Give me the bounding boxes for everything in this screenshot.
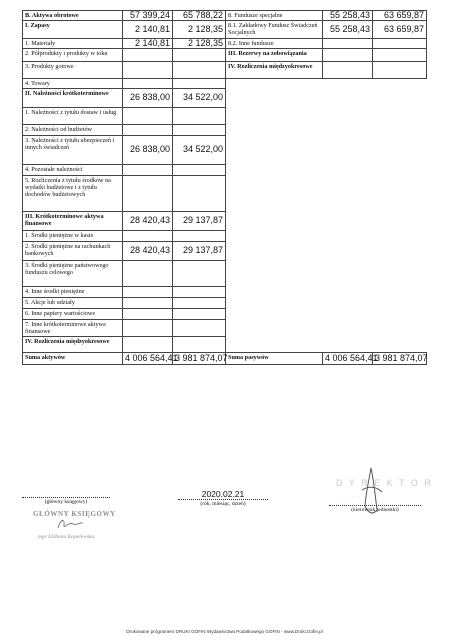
asset-value-start: 28 420,43 — [123, 242, 173, 261]
accountant-role: (główny księgowy) — [44, 499, 88, 505]
balance-row — [23, 61, 427, 78]
asset-label: 6. Inne papiery wartościowe — [23, 309, 123, 320]
liability-value-start — [323, 61, 373, 78]
asset-value-end: 29 137,87 — [173, 242, 226, 261]
asset-label: IV. Rozliczenia międzyokresowe — [23, 337, 123, 353]
liability-value-start: 55 258,43 — [323, 21, 373, 38]
liability-label: 8. Fundusze specjalne — [226, 11, 323, 21]
svg-text:. . . . . . . . .: . . . . . . . . . — [342, 493, 371, 499]
asset-label: III. Krótkoterminowe aktywa finansowe — [23, 212, 123, 231]
liability-value-start — [323, 48, 373, 61]
asset-label: 2. Należności od budżetów — [23, 125, 123, 136]
asset-label: 3. Należności z tytułu ubezpieczeń i innych świadczeń — [23, 136, 123, 165]
asset-value-start — [123, 309, 173, 320]
balance-row — [23, 11, 427, 21]
asset-value-end — [173, 108, 226, 125]
asset-value-end — [173, 61, 226, 78]
asset-value-end: 65 788,22 — [173, 11, 226, 21]
assets-total-start: 4 006 564,41 — [123, 353, 173, 365]
asset-value-start — [123, 320, 173, 337]
asset-value-end — [173, 125, 226, 136]
liabilities-total-label: Suma pasywów — [226, 353, 323, 365]
director-role: (kierownik jednostki) — [351, 507, 399, 513]
asset-value-end: 34 522,00 — [173, 136, 226, 165]
asset-value-start: 28 420,43 — [123, 212, 173, 231]
asset-value-start — [123, 108, 173, 125]
asset-value-start — [123, 176, 173, 212]
accountant-name-stamp: mgr Elżbieta Kopelewska — [38, 534, 95, 540]
asset-value-start: 2 140,81 — [123, 38, 173, 48]
liability-value-end — [373, 48, 427, 61]
asset-label: 3. Produkty gotowe — [23, 61, 123, 78]
asset-value-start — [123, 165, 173, 176]
asset-value-end — [173, 48, 226, 61]
asset-value-start: 26 838,00 — [123, 89, 173, 108]
asset-value-start — [123, 337, 173, 353]
totals-row — [23, 353, 427, 365]
asset-value-end — [173, 298, 226, 309]
asset-label: 7. Inne krótkoterminowe aktywa finansowe — [23, 320, 123, 337]
director-signature-line — [329, 505, 421, 513]
asset-value-start — [123, 61, 173, 78]
balance-row — [23, 21, 427, 38]
liability-label: 8.2. Inne fundusze — [226, 38, 323, 48]
liability-value-end — [373, 38, 427, 48]
balance-table — [22, 10, 427, 365]
asset-label: 4. Inne środki pieniężne — [23, 287, 123, 298]
asset-value-end — [173, 309, 226, 320]
assets-total-label: Suma aktywów — [23, 353, 123, 365]
assets-total-end: 3 981 874,07 — [173, 353, 226, 365]
asset-label: I. Zapasy — [23, 21, 123, 38]
asset-value-start: 26 838,00 — [123, 136, 173, 165]
asset-label: 5. Akcje lub udziały — [23, 298, 123, 309]
asset-value-start — [123, 231, 173, 242]
asset-label: 4. Towary — [23, 78, 123, 88]
asset-value-end: 29 137,87 — [173, 212, 226, 231]
accountant-handwritten-signature — [55, 516, 85, 532]
asset-value-end — [173, 287, 226, 298]
asset-value-end — [173, 176, 226, 212]
asset-label: 1. Należności z tytułu dostaw i usług — [23, 108, 123, 125]
asset-label: 1. Materiały — [23, 38, 123, 48]
liability-label: IV. Rozliczenia międzyokresowe — [226, 61, 323, 78]
liability-value-end: 63 659,87 — [373, 21, 427, 38]
asset-value-end: 2 128,35 — [173, 38, 226, 48]
liabilities-total-end: 3 981 874,07 — [373, 353, 427, 365]
asset-label: 5. Rozliczenia z tytułu środków na wydatki budżetowe i z tytułu dochodów budżetowych — [23, 176, 123, 212]
asset-value-start — [123, 78, 173, 88]
asset-value-end — [173, 261, 226, 287]
accountant-signature-line — [22, 497, 110, 505]
liabilities-total-start: 4 006 564,41 — [323, 353, 373, 365]
asset-value-start — [123, 261, 173, 287]
asset-value-start — [123, 48, 173, 61]
liability-label: III. Rezerwy na zobowiązania — [226, 48, 323, 61]
print-footer: Drukowane programem DRUKI GOFIN Wydawnictwa Podatkowego GOFIN - www.Druki.Gofin.pl — [126, 629, 323, 634]
asset-value-end: 2 128,35 — [173, 21, 226, 38]
asset-label: 1. Środki pieniężne w kasie — [23, 231, 123, 242]
asset-label: 2. Środki pieniężne na rachunkach bankowych — [23, 242, 123, 261]
liability-value-start — [323, 38, 373, 48]
liability-value-end: 63 659,87 — [373, 11, 427, 21]
asset-label: 3. Środki pieniężne państwowego funduszu celowego — [23, 261, 123, 287]
asset-value-end — [173, 231, 226, 242]
balance-row — [23, 48, 427, 61]
balance-sheet — [22, 10, 426, 365]
date-block — [178, 490, 268, 507]
date-caption: (rok, miesiąc, dzień) — [200, 501, 246, 507]
liability-value-start: 55 258,43 — [323, 11, 373, 21]
asset-label: 2. Półprodukty i produkty w toku — [23, 48, 123, 61]
asset-label: B. Aktywa obrotowe — [23, 11, 123, 21]
balance-row — [23, 78, 427, 88]
date-value: 2020.02.21 — [201, 489, 245, 499]
asset-label: II. Należności krótkoterminowe — [23, 89, 123, 108]
asset-value-end — [173, 320, 226, 337]
asset-value-end: 34 522,00 — [173, 89, 226, 108]
svg-text:D Y R E K T O R: D Y R E K T O R — [336, 478, 433, 488]
asset-value-end — [173, 165, 226, 176]
asset-value-end — [173, 337, 226, 353]
asset-label: 4. Pozostałe należności — [23, 165, 123, 176]
balance-row — [23, 38, 427, 48]
asset-value-start — [123, 287, 173, 298]
asset-value-start: 2 140,81 — [123, 21, 173, 38]
liability-label: 8.1. Zakładowy Fundusz Świadczeń Socjalnych — [226, 21, 323, 38]
asset-value-start — [123, 298, 173, 309]
accountant-stamp: GŁÓWNY KSIĘGOWY — [33, 510, 116, 518]
liability-value-end — [373, 61, 427, 78]
asset-value-start — [123, 125, 173, 136]
liability-empty-area — [226, 78, 427, 353]
asset-value-start: 57 399,24 — [123, 11, 173, 21]
asset-value-end — [173, 78, 226, 88]
